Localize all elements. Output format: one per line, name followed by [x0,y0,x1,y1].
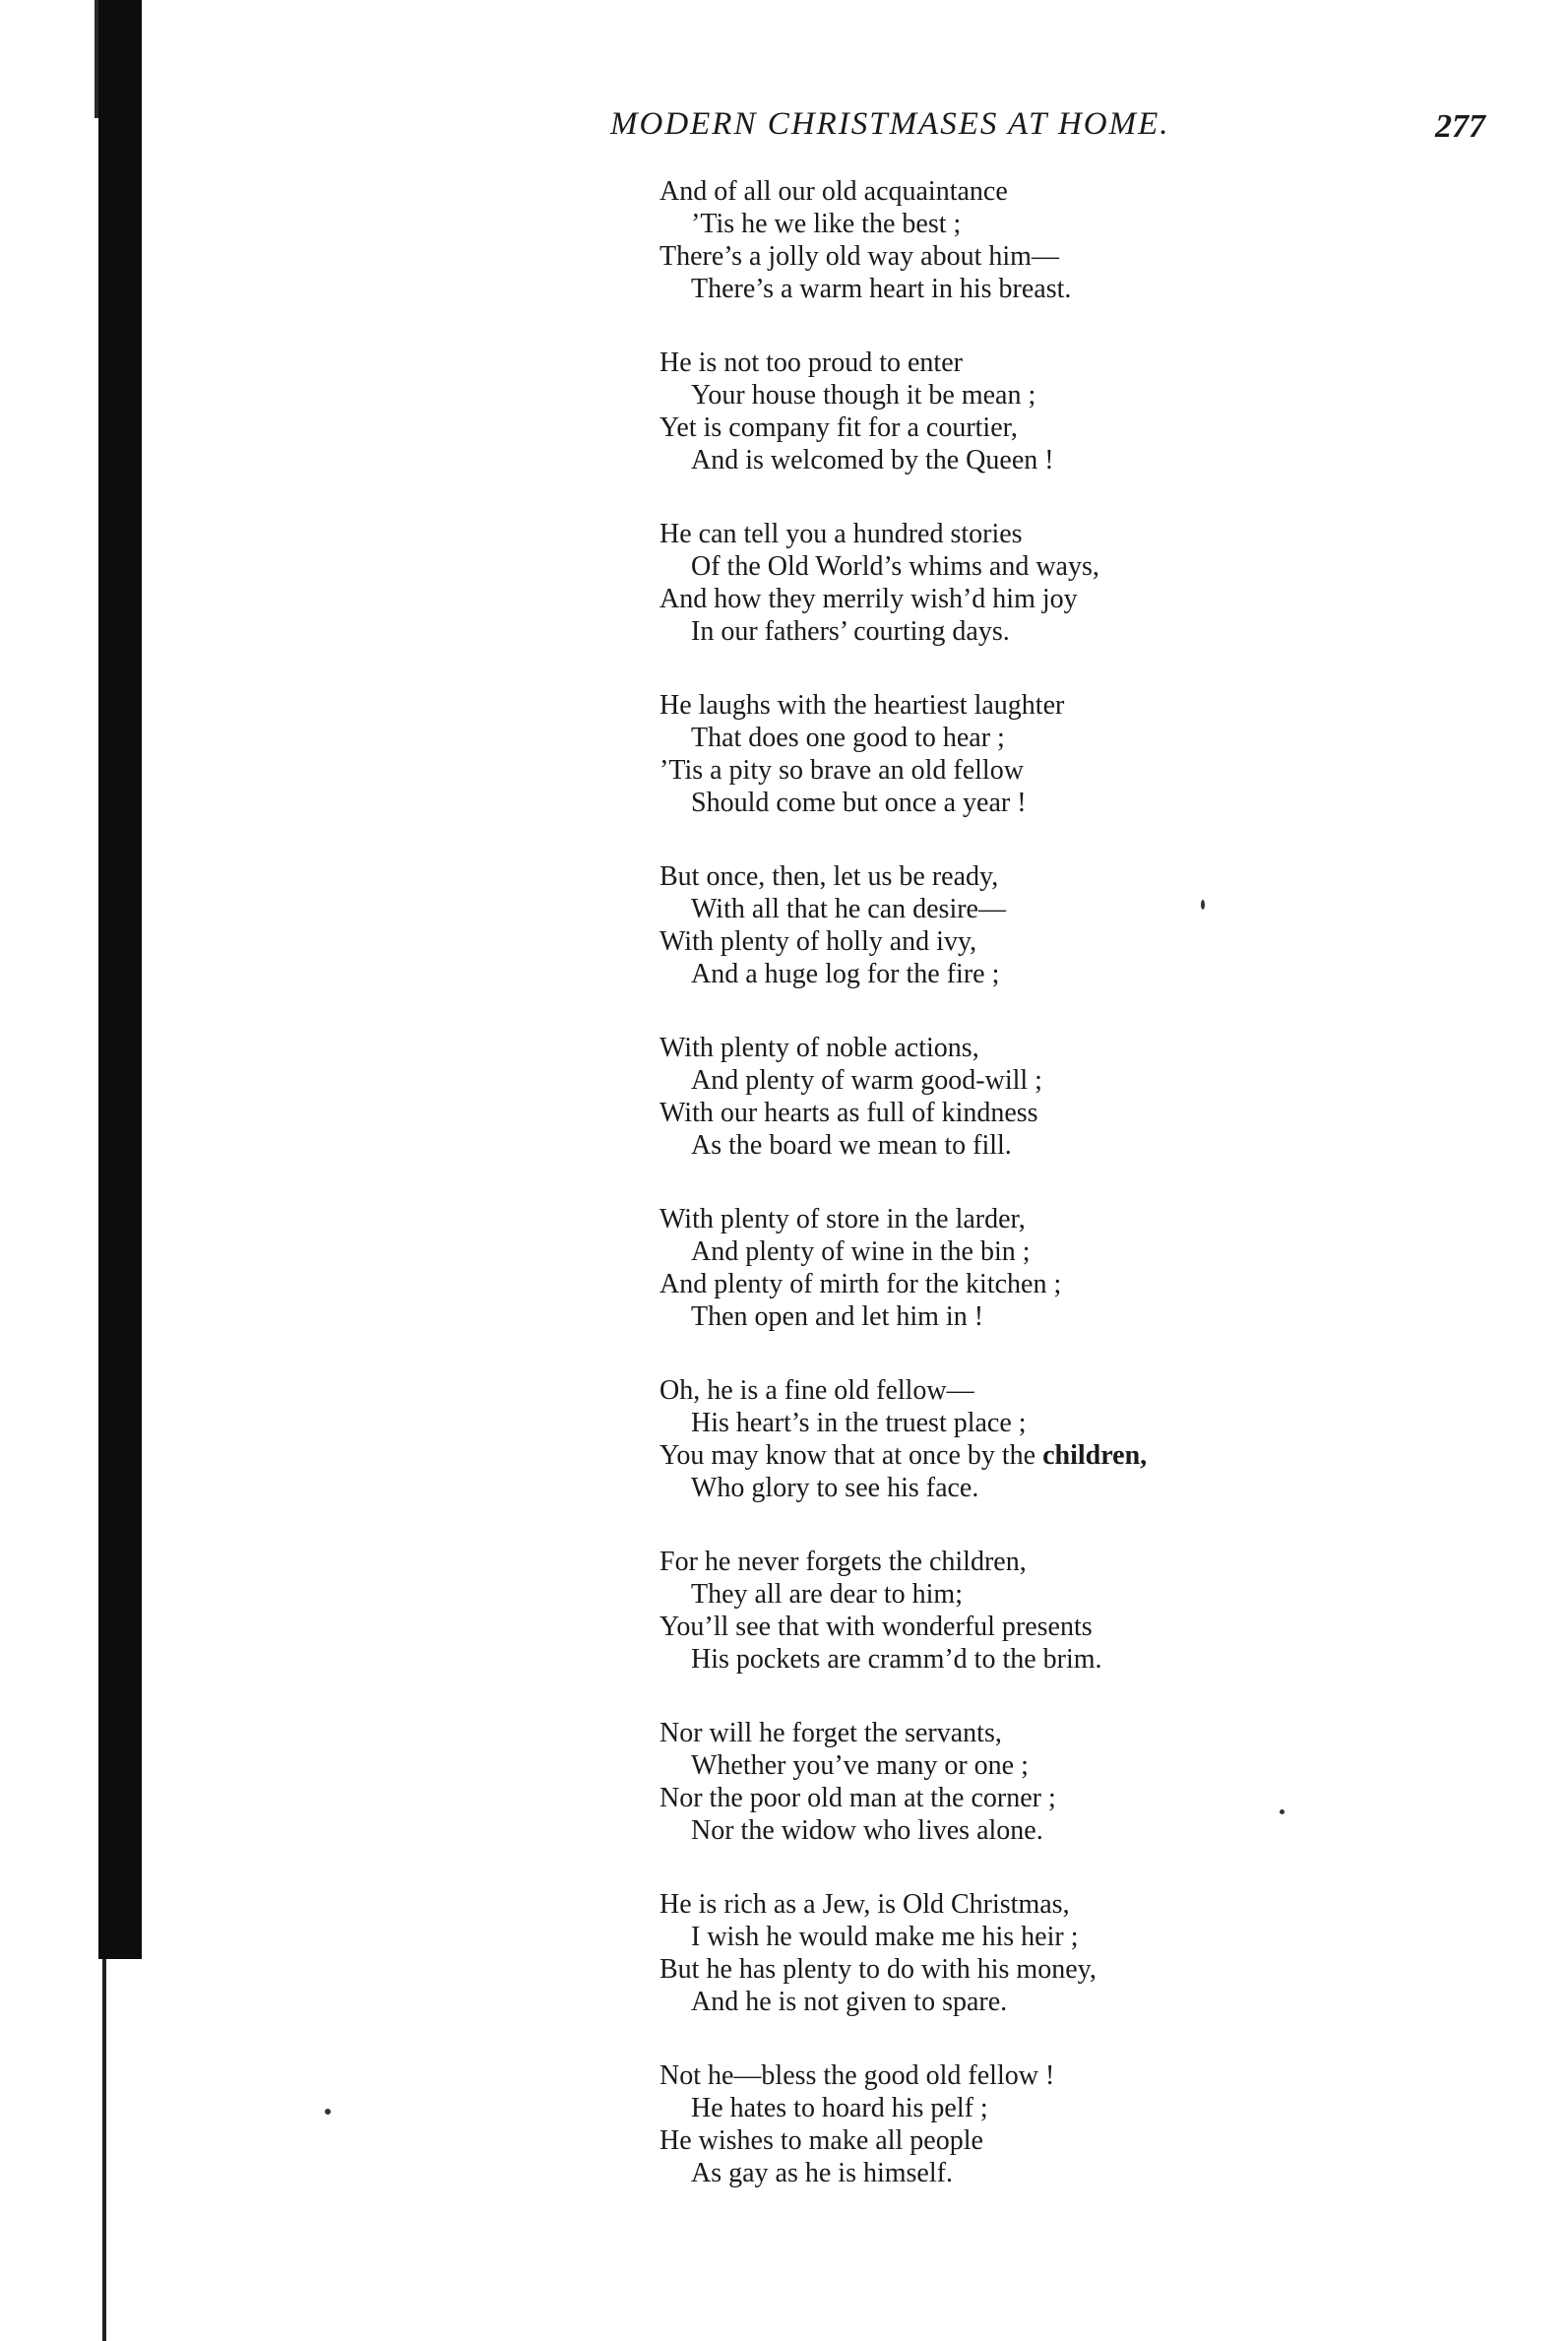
stanza [659,1546,1467,1717]
stanza [659,1888,1467,2059]
poem-line: As gay as he is himself. [691,2158,953,2188]
poem-line: But he has plenty to do with his money, [659,1954,1097,1985]
poem-line: And plenty of mirth for the kitchen ; [659,1269,1062,1299]
poem-line: Yet is company fit for a courtier, [659,412,1018,443]
poem-line: He is rich as a Jew, is Old Christmas, [659,1889,1070,1920]
poem-line: With plenty of noble actions, [659,1033,979,1063]
page-header [610,106,1485,158]
poem-line: And a huge log for the fire ; [691,959,1000,989]
stanza [659,860,1467,1032]
poem-line: His heart’s in the truest place ; [691,1408,1027,1438]
poem-line: ’Tis a pity so brave an old fellow [659,755,1024,786]
poem-line: Not he—bless the good old fellow ! [659,2060,1055,2091]
stanza [659,1203,1467,1374]
poem-line: In our fathers’ courting days. [691,616,1010,647]
poem-line: For he never forgets the children, [659,1547,1027,1577]
poem-line: You’ll see that with wonderful presents [659,1612,1093,1642]
stanza [659,518,1467,689]
poem-line: There’s a jolly old way about him— [659,241,1059,272]
poem-line: Your house though it be mean ; [691,380,1036,411]
poem-line: With all that he can desire— [691,894,1006,924]
poem-line: He is not too proud to enter [659,348,963,378]
poem-line: And how they merrily wish’d him joy [659,584,1078,614]
poem-line: That does one good to hear ; [691,723,1005,753]
poem-line: ’Tis he we like the best ; [691,209,962,239]
poem-line: Whether you’ve many or one ; [691,1750,1029,1781]
poem-line: He laughs with the heartiest laughter [659,690,1065,721]
poem [659,175,1467,2231]
poem-line: And of all our old acquaintance [659,176,1008,207]
stanza [659,1032,1467,1203]
poem-line: But once, then, let us be ready, [659,861,999,892]
poem-line: His pockets are cramm’d to the brim. [691,1644,1102,1675]
poem-line: With our hearts as full of kindness [659,1098,1038,1128]
poem-line: Nor the widow who lives alone. [691,1815,1043,1846]
poem-line: With plenty of store in the larder, [659,1204,1026,1234]
poem-line: They all are dear to him; [691,1579,963,1610]
poem-line-text: You may know that at once by the [659,1440,1043,1471]
print-speck [325,2109,331,2115]
poem-line: Nor will he forget the servants, [659,1718,1002,1748]
binding-line [102,1959,106,2341]
poem-line: There’s a warm heart in his breast. [691,274,1072,304]
poem-line: And is welcomed by the Queen ! [691,445,1054,475]
poem-line: He can tell you a hundred stories [659,519,1023,549]
poem-line-with-bold [659,1439,1467,1472]
page-number: 277 [1435,108,1485,145]
stanza [659,175,1467,347]
running-title: MODERN CHRISTMASES AT HOME. [610,106,1170,142]
poem-line: Who glory to see his face. [691,1473,979,1503]
poem-line: He hates to hoard his pelf ; [691,2093,988,2123]
stanza [659,347,1467,518]
poem-line: As the board we mean to fill. [691,1130,1012,1161]
binding-shadow [98,0,142,1959]
bold-word: children, [1042,1440,1148,1471]
poem-line: Of the Old World’s whims and ways, [691,551,1099,582]
poem-line: He wishes to make all people [659,2125,983,2156]
poem-line: Oh, he is a fine old fellow— [659,1375,974,1406]
poem-line: Should come but once a year ! [691,788,1027,818]
poem-line: With plenty of holly and ivy, [659,926,977,957]
stanza [659,1717,1467,1888]
poem-line: Nor the poor old man at the corner ; [659,1783,1056,1813]
stanza [659,689,1467,860]
poem-line: And he is not given to spare. [691,1987,1008,2017]
poem-line: I wish he would make me his heir ; [691,1922,1079,1952]
stanza [659,1374,1467,1546]
poem-line: Then open and let him in ! [691,1301,984,1332]
stanza [659,2059,1467,2231]
poem-line: And plenty of warm good-will ; [691,1065,1042,1096]
poem-line: And plenty of wine in the bin ; [691,1236,1031,1267]
